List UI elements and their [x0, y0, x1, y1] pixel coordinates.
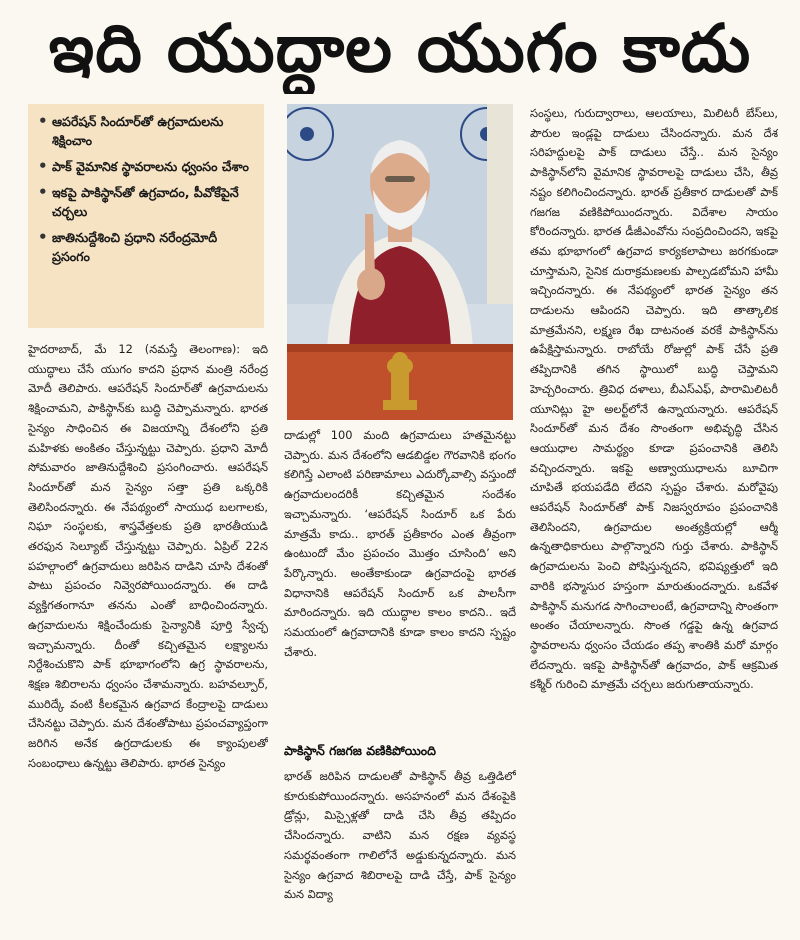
- article-paragraph: భారత్ జరిపిన దాడులతో పాకిస్థాన్ తీవ్ర ఒత్తిడిలో కూరుకుపోయిందన్నారు. అసహనంలో మన దేశంపైకి డ్రోన్లు, మిస్సైళ్లతో దాడి చేసి తీవ్ర తప్పిదం చేసిందన్నారు. వాటిని మన రక్షణ వ్యవస్థ సమర్థవంతంగా గాలిలోనే అడ్డుకున్నదన్నారు. మన సైన్యం ఉగ్రవాద శిబిరాలపై దాడి చేస్తే, పాక్ సైన్యం మన విద్యా: [284, 769, 516, 902]
- speaker-photo-illustration: [287, 104, 513, 420]
- article-paragraph: హైదరాబాద్, మే 12 (నమస్తే తెలంగాణ): ఇది యుద్ధాలు చేసే యుగం కాదని ప్రధాన మంత్రి నరేంద్ర మోదీ తెలిపారు. ఆపరేషన్ సిందూర్‌తో ఉగ్రవాదులను శిక్షించామని, పాకిస్థాన్‌కు బుద్ధి చెప్పామన్నారు. భారత సైన్యం సాధించిన ఈ విజయాన్ని దేశంలోని ప్రతి మహిళకు అంకితం చేస్తున్నట్టు చెప్పారు. ప్రధాని మోదీ సోమవారం జాతినుద్దేశించి ప్రసంగించారు. ఆపరేషన్ సిందూర్‌తో మన సైన్యం సత్తా ప్రతి ఒక్కరికి తెలిసిందన్నారు. ఈ నేపథ్యంలో సాయుధ బలగాలకు, నిఘా సంస్థలకు, శాస్త్రవేత్తలకు ప్రతి భారతీయుడి తరఫున సెల్యూట్ చేస్తున్నట్టు చెప్పారు. ఏప్రిల్ 22న పహల్గాంలో ఉగ్రవాదులు జరిపిన దాడిని చూసి దేశంతో పాటు ప్రపంచం నివ్వెరపోయిందన్నారు. ఈ దాడి వ్యక్తిగతంగానూ తనను ఎంతో బాధించిందన్నారు. ఉగ్రవాదులను శిక్షించేందుకు సైన్యానికి పూర్తి స్వేచ్ఛ ఇచ్చామన్నారు. దీంతో కచ్చితమైన లక్ష్యాలను నిర్దేశించుకొని పాక్ భూభాగంలోని ఉగ్ర స్థావరాలను, శిక్షణ శిబిరాలను ధ్వంసం చేశామన్నారు. బహవల్పూర్, మురిద్కే వంటి కీలకమైన ఉగ్రవాద కేంద్రాలపై దాడులు చేసినట్టు చెప్పారు. మన దేశంతోపాటు ప్రపంచవ్యాప్తంగా జరిగిన అనేక ఉగ్రదాడులకు ఈ క్యాంపులతో సంబంధాలు ఉన్నట్టు తెలిపారు. భారత సైన్యం: [28, 342, 268, 770]
- speaker-glasses: [385, 176, 415, 182]
- highlights-list: [38, 112, 256, 266]
- highlight-item: • ఆపరేషన్ సిందూర్‌తో ఉగ్రవాదులను శిక్షించాం: [38, 112, 256, 150]
- article-paragraph: దాడుల్లో 100 మంది ఉగ్రవాదులు హతమైనట్టు చెప్పారు. మన దేశంలోని ఆడబిడ్డల గౌరవానికి భంగం కలిగిస్తే ఎలాంటి పరిణామాలు ఎదుర్కోవాల్సి వస్తుందో ఉగ్రవాదులందరికీ కచ్చితమైన సందేశం ఇచ్చామన్నారు. ‘ఆపరేషన్ సిందూర్ ఒక పేరు మాత్రమే కాదు.. భారత్ ప్రతీకారం ఎంత తీవ్రంగా ఉంటుందో మేం ప్రపంచం మొత్తం చూసింది’ అని పేర్కొన్నారు. అంతేకాకుండా ఉగ్రవాదంపై భారత విధానానికి ఆపరేషన్ సిందూర్ ఒక పాలసీగా మారిందన్నారు. ఇది యుద్ధాల కాలం కాదని.. ఇదే సమయంలో ఉగ్రవాదానికి కూడా కాలం కాదని స్పష్టం చేశారు.: [284, 428, 516, 659]
- article-column-1: [28, 340, 268, 936]
- highlights-box: [28, 104, 264, 328]
- photo-flag-strip: [487, 104, 513, 304]
- section-subheading: పాకిస్థాన్ గజగజ వణికిపోయింది: [284, 743, 436, 758]
- podium-edge: [287, 344, 513, 352]
- article-column-3: [530, 104, 778, 936]
- headline: ఇది యుద్ధాల యుగం కాదు: [48, 10, 752, 87]
- highlight-item: • ఇకపై పాకిస్థాన్‌తో ఉగ్రవాదం, పీవోకేపైనే చర్చలు: [38, 183, 256, 221]
- speaker-hand: [357, 268, 385, 300]
- news-photo: [287, 104, 513, 420]
- highlight-item: • పాక్ వైమానిక స్థావరాలను ధ్వంసం చేశాం: [38, 157, 256, 176]
- article-column-2: [284, 426, 516, 730]
- highlight-item: • జాతినుద్దేశించి ప్రధాని నరేంద్రమోదీ ప్రసంగం: [38, 228, 256, 266]
- article-column-2-continued: [284, 767, 516, 935]
- article-paragraph: సంస్థలు, గురుద్వారాలు, ఆలయాలు, మిలిటరీ బేస్‌లు, పౌరుల ఇండ్లపై దాడులు చేసిందన్నారు. మన దేశ సరిహద్దులపై పాక్ దాడులు చేస్తే.. మన సైన్యం పాకిస్థాన్‌లోని వైమానిక స్థావరాలపై దాడులు చేసి, తీవ్ర నష్టం కలిగించిందన్నారు. భారత్ ప్రతీకార దాడులతో పాక్ గజగజ వణికిపోయిందన్నారు. విదేశాల సాయం కోరిందన్నారు. భారత డీజీఎంవోను సంప్రదించిందని, ఇకపై తమ భూభాగంలో ఉగ్రవాద కార్యకలాపాలు జరగకుండా చూస్తామని, సైనిక దురాక్రమణలకు పాల్పడబోమని హామీ ఇచ్చిందన్నారు. ఈ నేపథ్యంలో భారత సైన్యం తన దాడులను ఆపిందని చెప్పారు. ఇది తాత్కాలిక మాత్రమేనని, లక్ష్మణ రేఖ దాటనంత వరకే పాకిస్థాన్‌ను ఉపేక్షిస్తామన్నారు. రాబోయే రోజుల్లో పాక్ చేసే ప్రతి తప్పిదానికి తగిన స్థాయిలో బుద్ధి చెప్తామని హెచ్చరించారు. త్రివిధ దళాలు, బీఎస్‌ఎఫ్, పారామిలిటరీ యూనిట్లు హై అలర్ట్‌లోనే ఉన్నాయన్నారు. ఆపరేషన్ సిందూర్‌తో మన దేశం సొంతంగా అభివృద్ధి చేసిన ఆయుధాల సామర్థ్యం కూడా ప్రపంచానికి తెలిసి వచ్చిందన్నారు. ఇకపై అణ్వాయుధాలను బూచిగా చూపితే భయపడేది లేదని స్పష్టం చేశారు. మరోవైపు ఆపరేషన్ సిందూర్‌తో పాక్ నిజస్వరూపం ప్రపంచానికి తెలిసిందని, ఉగ్రవాదుల అంత్యక్రియల్లో ఆర్మీ ఉన్నతాధికారులు పాల్గొన్నారని గుర్తు చేశారు. పాకిస్థాన్ ఉగ్రవాదులను పెంచి పోషిస్తున్నదని, భవిష్యత్తులో ఇది వారికి భస్మాసుర హస్తంగా మారుతుందన్నారు. ఒకవేళ పాకిస్థాన్ మనుగడ సాగించాలంటే, ఉగ్రవాదాన్ని సొంతంగా అంతం చేయాలన్నారు. సొంత గడ్డపై ఉన్న ఉగ్రవాద స్థావరాలను ధ్వంసం చేయడం తప్ప శాంతికి మరో మార్గం లేదన్నారు. ఇకపై పాకిస్థాన్‌తో ఉగ్రవాదం, పాక్ ఆక్రమిత కశ్మీర్ గురించి మాత్రమే చర్చలు జరుగుతాయన్నారు.: [530, 106, 778, 692]
